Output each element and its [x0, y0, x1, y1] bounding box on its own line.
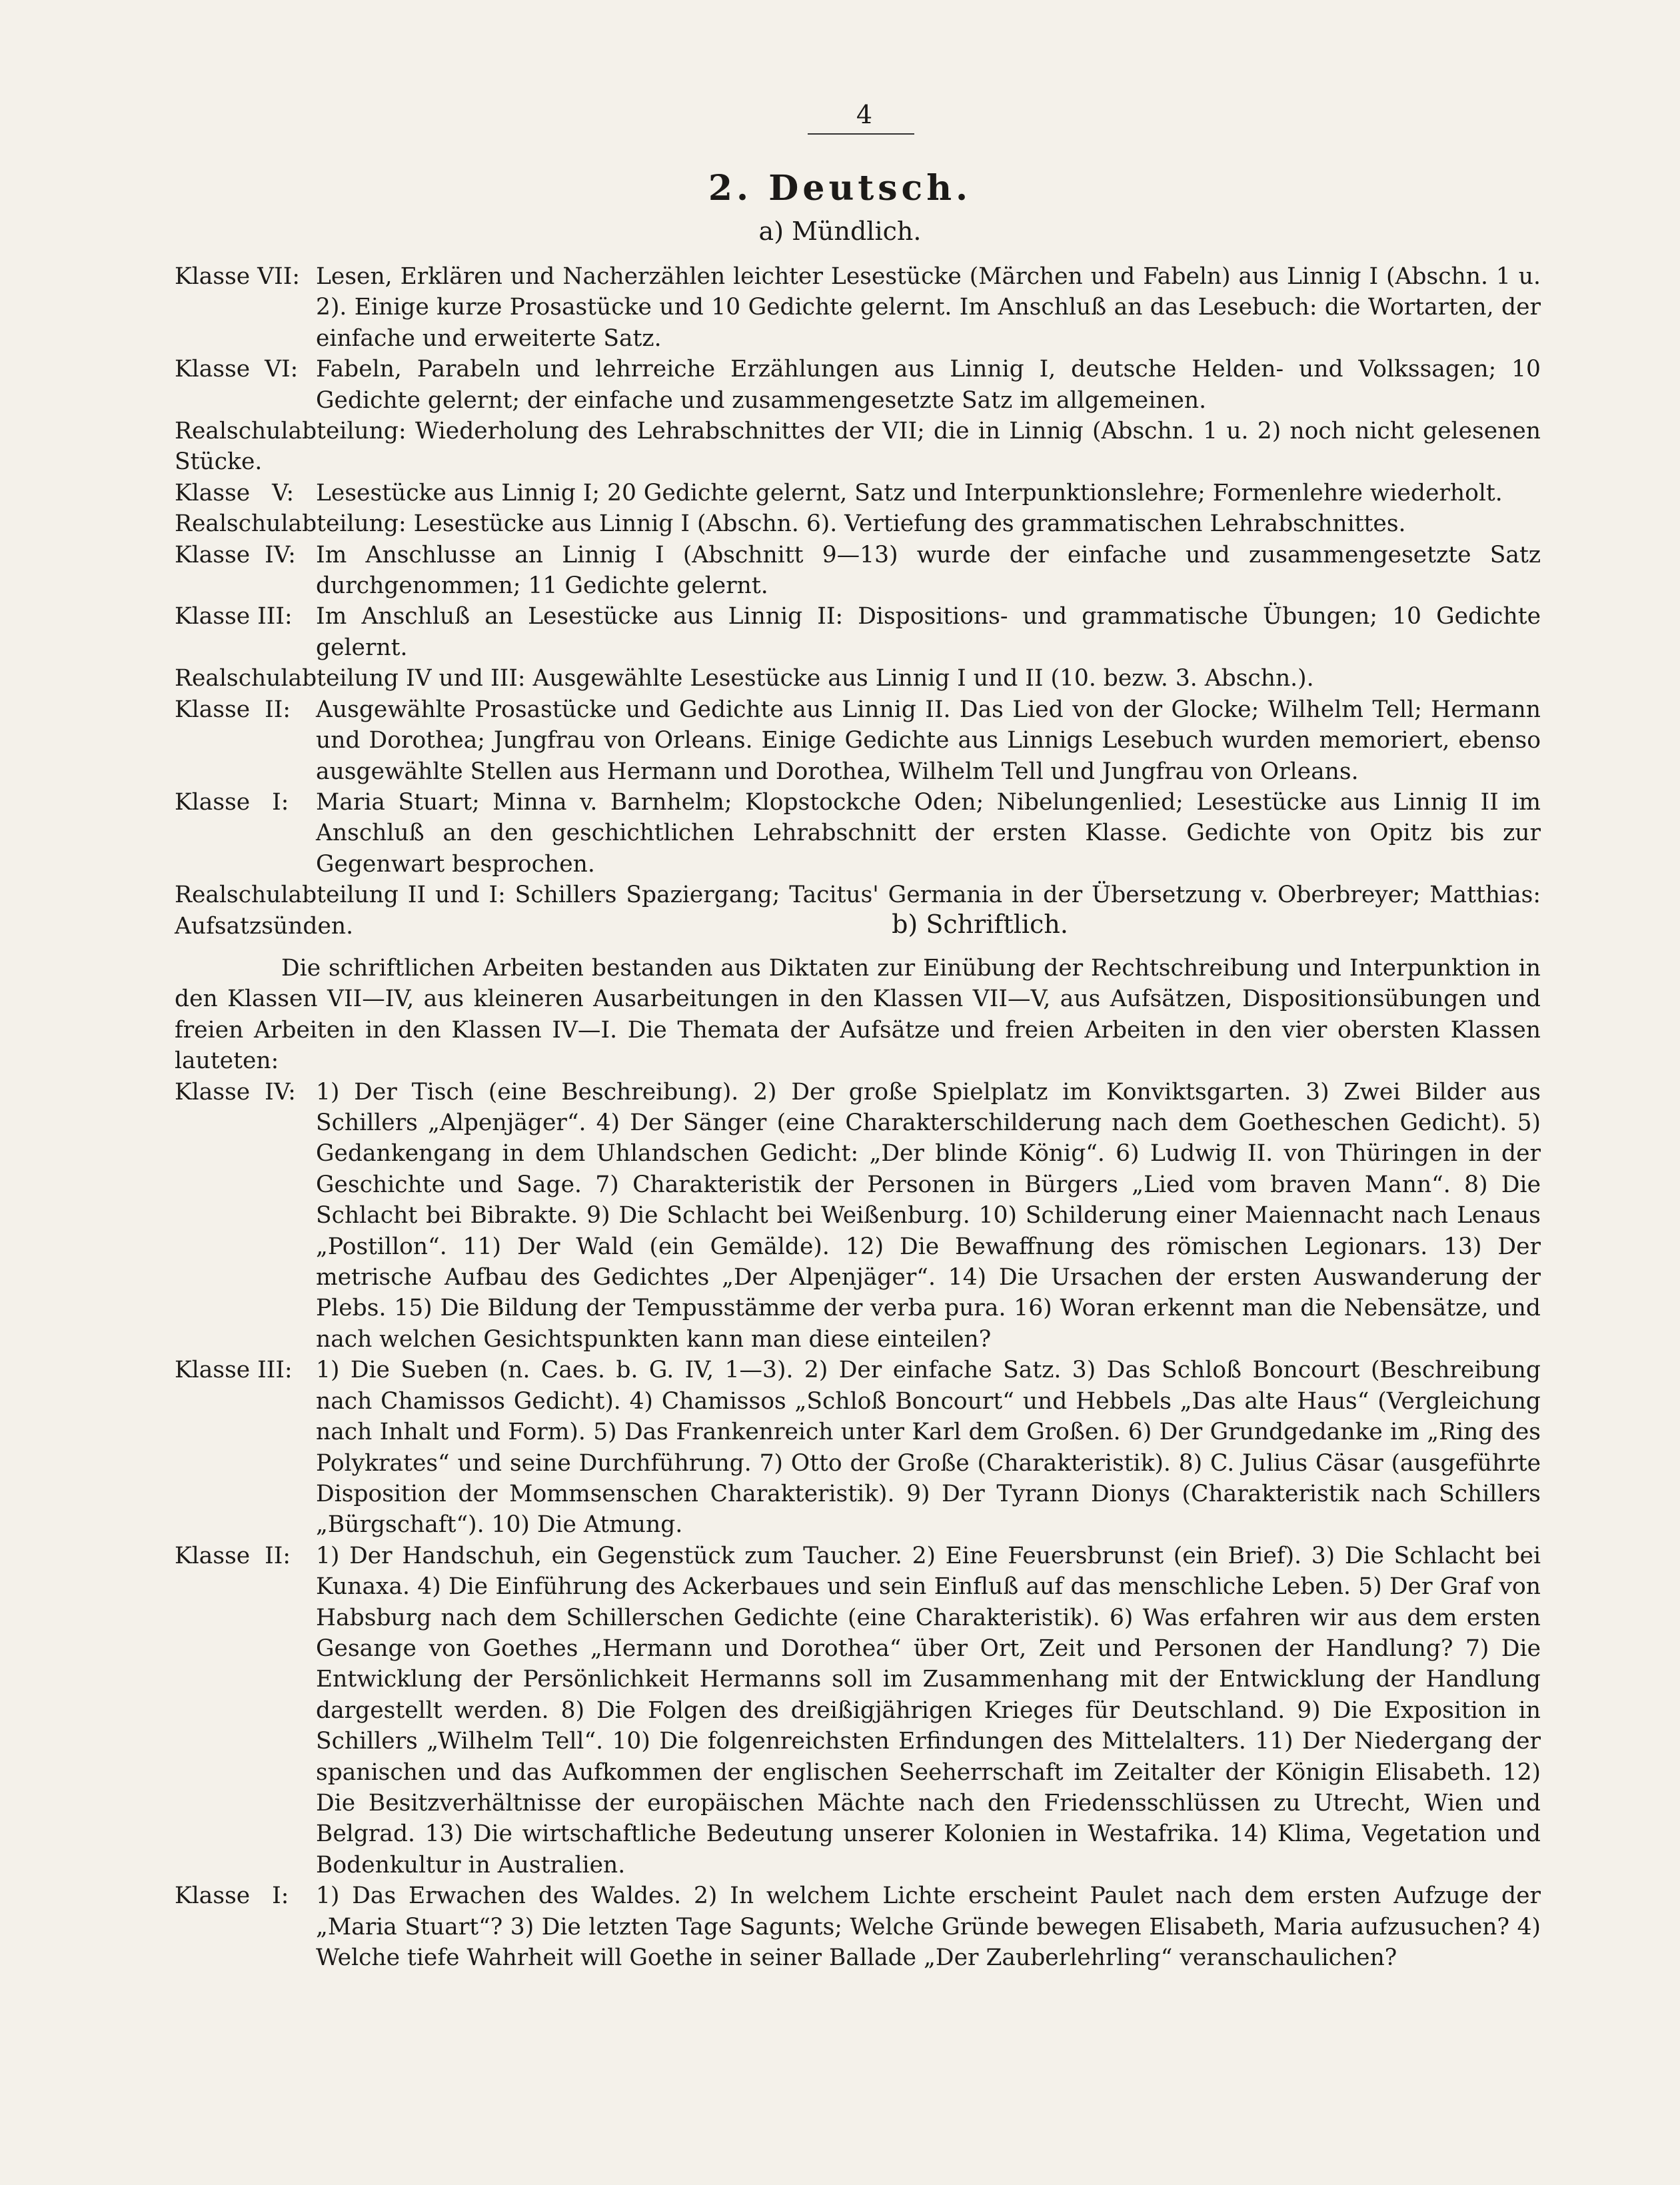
entry-text: Lesestücke aus Linnig I; 20 Gedichte gelernt, Satz und Interpunktionslehre; Formenlehre wiederholt.	[316, 479, 1503, 506]
entry-label: Klasse I:	[175, 788, 289, 816]
oral-entry-klasse-v	[175, 478, 1541, 508]
entry-label: Klasse IV:	[175, 1078, 296, 1105]
entry-label: Klasse V:	[175, 479, 295, 506]
entry-text: 1) Das Erwachen des Waldes. 2) In welchem Lichte erscheint Paulet nach dem ersten Aufzuge der „Maria Stuart“? 3) Die letzten Tage Sagunts; Welche Gründe bewegen Elisabeth, Maria aufzusuchen? 4) Welche tiefe Wahrheit will Goethe in seiner Ballade „Der Zauberlehrling“ veranschaulichen?	[316, 1882, 1541, 1971]
oral-entry-klasse-vii	[175, 261, 1541, 354]
oral-entry-klasse-iii	[175, 601, 1541, 663]
entry-label: Klasse III:	[175, 1357, 293, 1384]
entry-text: Ausgewählte Prosastücke und Gedichte aus Linnig II. Das Lied von der Glocke; Wilhelm Tell; Hermann und Dorothea; Jungfrau von Orleans. Einige Gedichte aus Linnigs Lesebuch wurden memoriert, ebenso ausgewählte Stellen aus Hermann und Dorothea, Wilhelm Tell und Jungfrau von Orleans.	[316, 696, 1541, 785]
entry-label: Klasse I:	[175, 1882, 289, 1910]
oral-entry-klasse-i	[175, 787, 1541, 880]
entry-text: Im Anschlusse an Linnig I (Abschnitt 9—13) wurde der einfache und zusammengesetzte Satz durchgenommen; 11 Gedichte gelernt.	[316, 541, 1541, 600]
written-entry-klasse-iii	[175, 1355, 1541, 1540]
entry-text: Fabeln, Parabeln und lehrreiche Erzählungen aus Linnig I, deutsche Helden- und Volkssagen; 10 Gedichte gelernt; der einfache und zusammengesetzte Satz im allgemeinen.	[316, 356, 1541, 414]
entry-label: Klasse IV:	[175, 541, 296, 568]
oral-entry-klasse-vi	[175, 354, 1541, 416]
written-intro: Die schriftlichen Arbeiten bestanden aus Diktaten zur Einübung der Rechtschreibung und Interpunktion in den Klassen VII—IV, aus kleineren Ausarbeitungen in den Klassen VII—V, aus Aufsätzen, Dispositionsübungen und freien Arbeiten in den Klassen IV—I. Die Themata der Aufsätze und freien Arbeiten in den vier obersten Klassen lauteten:	[175, 955, 1541, 1075]
entry-text: Maria Stuart; Minna v. Barnhelm; Klopstockсhe Oden; Nibelungenlied; Lesestücke aus Linnig II im Anschluß an den geschichtlichen Lehrabschnitt der ersten Klasse. Gedichte von Opitz bis zur Gegenwart besprochen.	[316, 788, 1541, 878]
oral-entry-klasse-iv	[175, 540, 1541, 602]
entry-label: Klasse VI:	[175, 356, 299, 383]
entry-text: 1) Die Sueben (n. Caes. b. G. IV, 1—3). 2) Der einfache Satz. 3) Das Schloß Boncourt (Beschreibung nach Chamissos Gedicht). 4) Chamissos „Schloß Boncourt“ und Hebbels „Das alte Haus“ (Vergleichung nach Inhalt und Form). 5) Das Frankenreich unter Karl dem Großen. 6) Der Grundgedanke im „Ring des Polykrates“ und seine Durchführung. 7) Otto der Große (Charakteristik). 8) C. Julius Cäsar (ausgeführte Disposition der Mommsenschen Charakteristik). 9) Der Tyrann Dionys (Charakteristik nach Schillers „Bürgschaft“). 10) Die Atmung.	[316, 1357, 1541, 1539]
oral-entry-realschule-iv-iii: Realschulabteilung IV und III: Ausgewählte Lesestücke aus Linnig I und II (10. bezw. 3. Abschn.).	[175, 665, 1314, 692]
entry-text: 1) Der Tisch (eine Beschreibung). 2) Der große Spielplatz im Konviktsgarten. 3) Zwei Bilder aus Schillers „Alpenjäger“. 4) Der Sänger (eine Charakterschilderung nach dem Goetheschen Gedicht). 5) Gedankengang in dem Uhlandschen Gedicht: „Der blinde König“. 6) Ludwig II. von Thüringen in der Geschichte und Sage. 7) Charakteristik der Personen in Bürgers „Lied vom braven Mann“. 8) Die Schlacht bei Bibrakte. 9) Die Schlacht bei Weißenburg. 10) Schilderung einer Maiennacht nach Lenaus „Postillon“. 11) Der Wald (ein Gemälde). 12) Die Bewaffnung des römischen Legionars. 13) Der metrische Aufbau des Gedichtes „Der Alpenjäger“. 14) Die Ursachen der ersten Auswanderung der Plebs. 15) Die Bildung der Tempusstämme der verba pura. 16) Woran erkennt man die Nebensätze, und nach welchen Gesichtspunkten kann man diese einteilen?	[316, 1078, 1541, 1353]
entry-text: Lesen, Erklären und Nacherzählen leichter Lesestücke (Märchen und Fabeln) aus Linnig I (Abschn. 1 u. 2). Einige kurze Prosastücke und 10 Gedichte gelernt. Im Anschluß an das Lesebuch: die Wortarten, der einfache und erweiterte Satz.	[316, 263, 1541, 352]
written-section	[175, 953, 1541, 1973]
page-number-rule	[808, 133, 914, 135]
written-entry-klasse-i	[175, 1880, 1541, 1973]
written-heading: b) Schriftlich.	[892, 910, 1068, 939]
oral-entry-realschule-ii-i: Realschulabteilung II und I: Schillers Spaziergang; Tacitus' Germania in der Übersetzung v. Oberbreyer; Matthias: Aufsatzsünden.	[175, 882, 1541, 940]
page-number: 4	[856, 100, 873, 129]
oral-entry-realschule-v: Realschulabteilung: Lesestücke aus Linnig I (Abschn. 6). Vertiefung des grammatischen Lehrabschnittes.	[175, 510, 1406, 538]
oral-entry-realschule-vi: Realschulabteilung: Wiederholung des Lehrabschnittes der VII; die in Linnig (Abschn. 1 u. 2) noch nicht gelesenen Stücke.	[175, 418, 1541, 476]
oral-heading: a) Mündlich.	[758, 217, 922, 246]
written-entry-klasse-ii	[175, 1541, 1541, 1880]
written-entry-klasse-iv	[175, 1077, 1541, 1355]
entry-text: 1) Der Handschuh, ein Gegenstück zum Taucher. 2) Eine Feuersbrunst (ein Brief). 3) Die Schlacht bei Kunaxa. 4) Die Einführung des Ackerbaues und sein Einfluß auf das menschliche Leben. 5) Der Graf von Habsburg nach dem Schillerschen Gedichte (eine Charakteristik). 6) Was erfahren wir aus dem ersten Gesange von Goethes „Hermann und Dorothea“ über Ort, Zeit und Personen der Handlung? 7) Die Entwicklung der Persönlichkeit Hermanns soll im Zusammenhang mit der Entwicklung der Handlung dargestellt werden. 8) Die Folgen des dreißigjährigen Krieges für Deutschland. 9) Die Exposition in Schillers „Wilhelm Tell“. 10) Die folgenreichsten Erfindungen des Mittelalters. 11) Der Niedergang der spanischen und das Aufkommen der englischen Seeherrschaft im Zeitalter der Königin Elisabeth. 12) Die Besitzverhältnisse der europäischen Mächte nach den Friedensschlüssen zu Utrecht, Wien und Belgrad. 13) Die wirtschaftliche Bedeutung unserer Kolonien in Westafrika. 14) Klima, Vegetation und Bodenkultur in Australien.	[316, 1542, 1541, 1878]
entry-label: Klasse VII:	[175, 263, 300, 290]
entry-label: Klasse II:	[175, 1542, 291, 1569]
entry-label: Klasse III:	[175, 603, 293, 630]
section-title: 2. Deutsch.	[708, 168, 972, 209]
entry-label: Klasse II:	[175, 696, 291, 723]
oral-section	[175, 261, 1541, 942]
entry-text: Im Anschluß an Lesestücke aus Linnig II: Dispositions- und grammatische Übungen; 10 Gedichte gelernt.	[316, 603, 1541, 661]
oral-entry-klasse-ii	[175, 694, 1541, 787]
